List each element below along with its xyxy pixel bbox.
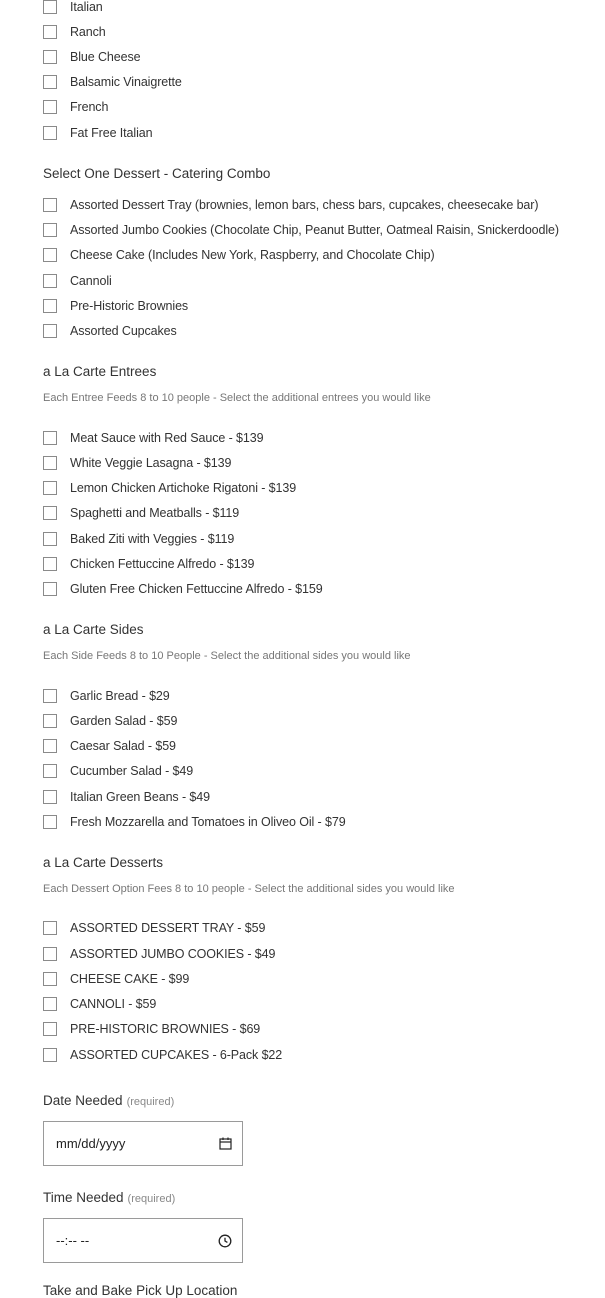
checkbox-label: Pre-Historic Brownies xyxy=(70,299,189,313)
entree-option[interactable] xyxy=(43,454,231,472)
checkbox[interactable] xyxy=(43,456,57,470)
dessert-option[interactable] xyxy=(43,1046,282,1064)
dessert-combo-option[interactable] xyxy=(43,322,177,340)
dessert-combo-option[interactable] xyxy=(43,196,538,214)
checkbox-label: Gluten Free Chicken Fettuccine Alfredo - $159 xyxy=(70,582,323,596)
entree-option[interactable] xyxy=(43,504,239,522)
checkbox[interactable] xyxy=(43,1022,57,1036)
entree-option[interactable] xyxy=(43,479,296,497)
clock-icon[interactable] xyxy=(218,1234,232,1248)
checkbox-label: ASSORTED CUPCAKES - 6-Pack $22 xyxy=(70,1048,283,1062)
dressing-option[interactable] xyxy=(43,48,140,66)
dessert-combo-title: Select One Dessert - Catering Combo xyxy=(43,166,271,181)
checkbox[interactable] xyxy=(43,25,57,39)
checkbox-label: Fat Free Italian xyxy=(70,126,153,140)
time-needed-label xyxy=(43,1190,175,1205)
checkbox-label: Balsamic Vinaigrette xyxy=(70,75,182,89)
checkbox-label: Assorted Dessert Tray (brownies, lemon bars, chess bars, cupcakes, cheesecake bar) xyxy=(70,198,539,212)
pickup-location-label: Take and Bake Pick Up Location xyxy=(43,1283,238,1298)
checkbox-label: CANNOLI - $59 xyxy=(70,997,157,1011)
side-option[interactable] xyxy=(43,737,176,755)
date-needed-label-text: Date Needed xyxy=(43,1093,123,1108)
checkbox[interactable] xyxy=(43,481,57,495)
dressing-option[interactable] xyxy=(43,23,106,41)
checkbox[interactable] xyxy=(43,248,57,262)
checkbox-label: ASSORTED DESSERT TRAY - $59 xyxy=(70,921,266,935)
checkbox-label: PRE-HISTORIC BROWNIES - $69 xyxy=(70,1022,261,1036)
dressing-option[interactable] xyxy=(43,73,182,91)
checkbox[interactable] xyxy=(43,223,57,237)
checkbox[interactable] xyxy=(43,689,57,703)
checkbox[interactable] xyxy=(43,947,57,961)
checkbox[interactable] xyxy=(43,0,57,14)
dessert-option[interactable] xyxy=(43,995,156,1013)
checkbox[interactable] xyxy=(43,506,57,520)
dessert-option[interactable] xyxy=(43,970,189,988)
dessert-option[interactable] xyxy=(43,1020,260,1038)
checkbox-label: Spaghetti and Meatballs - $119 xyxy=(70,506,240,520)
checkbox-label: Italian Green Beans - $49 xyxy=(70,790,210,804)
date-needed-label xyxy=(43,1093,174,1108)
side-option[interactable] xyxy=(43,788,210,806)
checkbox[interactable] xyxy=(43,50,57,64)
checkbox-label: Italian xyxy=(70,0,103,14)
checkbox-label: Caesar Salad - $59 xyxy=(70,739,176,753)
checkbox[interactable] xyxy=(43,815,57,829)
checkbox[interactable] xyxy=(43,972,57,986)
entrees-title: a La Carte Entrees xyxy=(43,364,157,379)
checkbox-label: French xyxy=(70,100,109,114)
checkbox-label: Ranch xyxy=(70,25,106,39)
checkbox[interactable] xyxy=(43,532,57,546)
required-note: (required) xyxy=(127,1193,176,1205)
checkbox[interactable] xyxy=(43,198,57,212)
side-option[interactable] xyxy=(43,813,346,831)
checkbox-label: Cucumber Salad - $49 xyxy=(70,764,194,778)
checkbox-label: Garlic Bread - $29 xyxy=(70,689,170,703)
side-option[interactable] xyxy=(43,712,177,730)
dessert-option[interactable] xyxy=(43,919,265,937)
checkbox[interactable] xyxy=(43,997,57,1011)
checkbox[interactable] xyxy=(43,75,57,89)
side-option[interactable] xyxy=(43,687,170,705)
checkbox-label: Assorted Jumbo Cookies (Chocolate Chip, Peanut Butter, Oatmeal Raisin, Snickerdoodle) xyxy=(70,223,559,237)
side-option[interactable] xyxy=(43,762,193,780)
checkbox-label: Chicken Fettuccine Alfredo - $139 xyxy=(70,557,255,571)
required-note: (required) xyxy=(126,1096,175,1108)
desserts-title: a La Carte Desserts xyxy=(43,855,164,870)
dessert-option[interactable] xyxy=(43,945,275,963)
checkbox[interactable] xyxy=(43,324,57,338)
checkbox-label: Assorted Cupcakes xyxy=(70,324,177,338)
checkbox-label: CHEESE CAKE - $99 xyxy=(70,972,190,986)
checkbox[interactable] xyxy=(43,739,57,753)
time-input-value: --:-- -- xyxy=(56,1233,90,1248)
checkbox[interactable] xyxy=(43,1048,57,1062)
checkbox[interactable] xyxy=(43,126,57,140)
checkbox[interactable] xyxy=(43,582,57,596)
dessert-combo-option[interactable] xyxy=(43,246,435,264)
dressing-option[interactable] xyxy=(43,0,103,16)
date-input[interactable] xyxy=(43,1121,243,1166)
entree-option[interactable] xyxy=(43,530,234,548)
checkbox[interactable] xyxy=(43,714,57,728)
checkbox-label: Meat Sauce with Red Sauce - $139 xyxy=(70,431,264,445)
checkbox-label: Cheese Cake (Includes New York, Raspberry, and Chocolate Chip) xyxy=(70,248,435,262)
dressing-option[interactable] xyxy=(43,124,152,142)
desserts-description: Each Dessert Option Fees 8 to 10 people - Select the additional sides you would like xyxy=(43,883,455,895)
entree-option[interactable] xyxy=(43,580,323,598)
checkbox-label: White Veggie Lasagna - $139 xyxy=(70,456,232,470)
checkbox-label: Baked Ziti with Veggies - $119 xyxy=(70,532,235,546)
entrees-description: Each Entree Feeds 8 to 10 people - Select the additional entrees you would like xyxy=(43,392,431,404)
checkbox[interactable] xyxy=(43,921,57,935)
checkbox[interactable] xyxy=(43,274,57,288)
checkbox-label: Cannoli xyxy=(70,274,112,288)
checkbox[interactable] xyxy=(43,100,57,114)
sides-description: Each Side Feeds 8 to 10 People - Select the additional sides you would like xyxy=(43,650,411,662)
checkbox-label: Blue Cheese xyxy=(70,50,141,64)
checkbox[interactable] xyxy=(43,790,57,804)
calendar-icon[interactable] xyxy=(218,1137,232,1151)
dressing-option[interactable] xyxy=(43,98,108,116)
checkbox[interactable] xyxy=(43,557,57,571)
sides-title: a La Carte Sides xyxy=(43,622,144,637)
checkbox-label: ASSORTED JUMBO COOKIES - $49 xyxy=(70,947,276,961)
dessert-combo-option[interactable] xyxy=(43,297,188,315)
checkbox-label: Garden Salad - $59 xyxy=(70,714,178,728)
checkbox[interactable] xyxy=(43,764,57,778)
entree-option[interactable] xyxy=(43,555,254,573)
checkbox[interactable] xyxy=(43,431,57,445)
dessert-combo-option[interactable] xyxy=(43,221,559,239)
dessert-combo-option[interactable] xyxy=(43,272,112,290)
date-input-value: mm/dd/yyyy xyxy=(56,1136,126,1151)
time-input[interactable] xyxy=(43,1218,243,1263)
checkbox-label: Fresh Mozzarella and Tomatoes in Oliveo Oil - $79 xyxy=(70,815,346,829)
checkbox[interactable] xyxy=(43,299,57,313)
time-needed-label-text: Time Needed xyxy=(43,1190,124,1205)
checkbox-label: Lemon Chicken Artichoke Rigatoni - $139 xyxy=(70,481,297,495)
entree-option[interactable] xyxy=(43,429,263,447)
